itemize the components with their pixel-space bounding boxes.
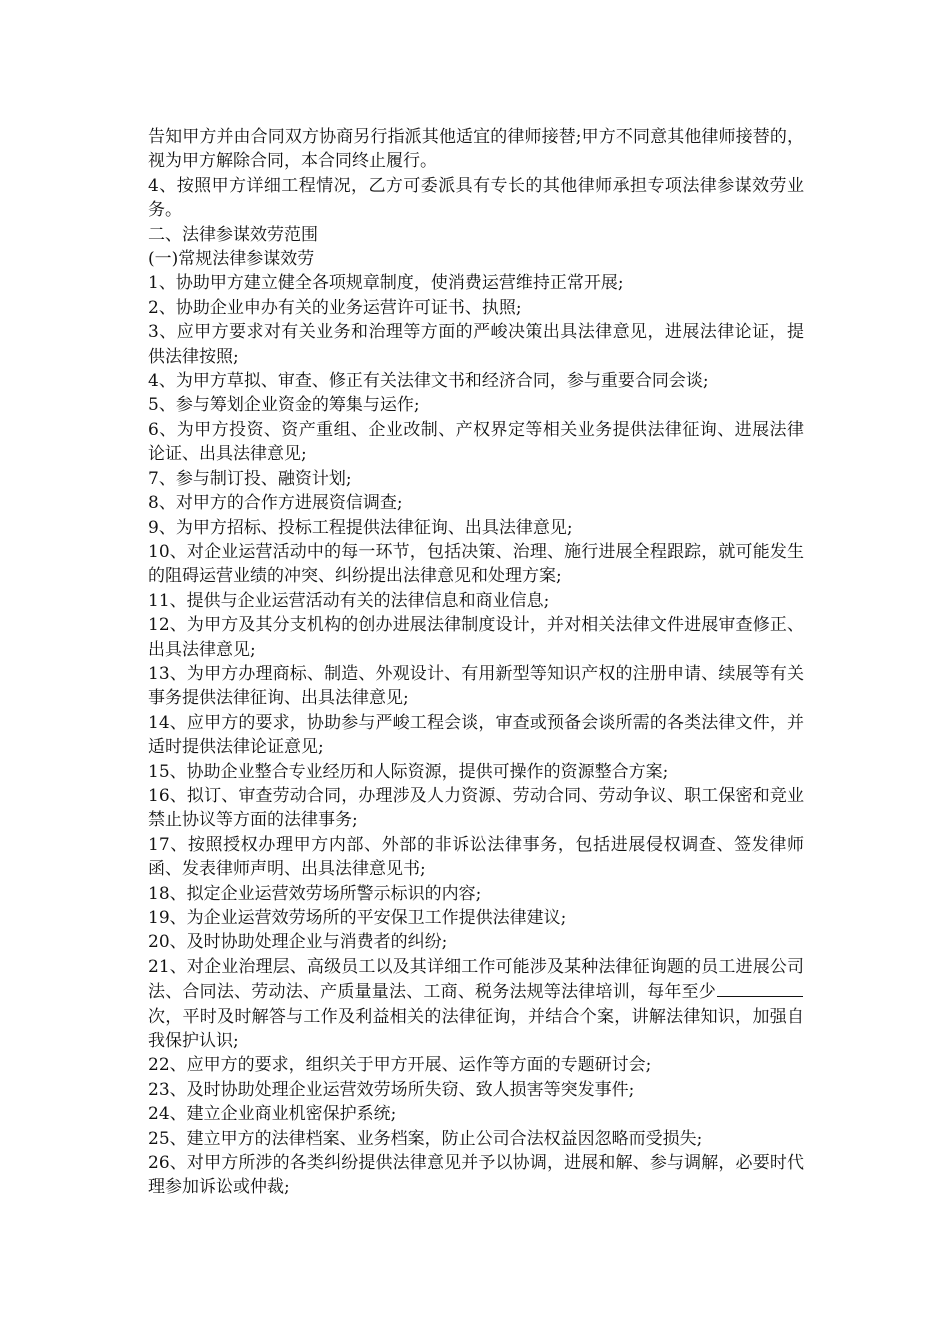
list-item-18: 18、拟定企业运营效劳场所警示标识的内容; (148, 883, 482, 904)
list-item-11: 11、提供与企业运营活动有关的法律信息和商业信息; (148, 590, 550, 611)
list-item-6: 6、为甲方投资、资产重组、企业改制、产权界定等相关业务提供法律征询、进展法律论证、出具法律意见; (148, 419, 804, 465)
list-item-22: 22、应甲方的要求，组织关于甲方开展、运作等方面的专题研讨会; (148, 1055, 652, 1076)
paragraph-item-4: 4、按照甲方详细工程情况，乙方可委派具有专长的其他律师承担专项法律参谋效劳业务。 (148, 175, 804, 221)
document-body (148, 125, 804, 1200)
list-item-13: 13、为甲方办理商标、制造、外观设计、有用新型等知识产权的注册申请、续展等有关事务提供法律征询、出具法律意见; (148, 663, 804, 709)
list-item-19: 19、为企业运营效劳场所的平安保卫工作提供法律建议; (148, 908, 567, 928)
fill-in-blank-field (717, 979, 803, 997)
list-item-12: 12、为甲方及其分支机构的创办进展法律制度设计，并对相关法律文件进展审查修正、出具法律意见; (148, 615, 804, 660)
list-item-8: 8、对甲方的合作方进展资信调查; (148, 493, 403, 514)
list-item-17: 17、按照授权办理甲方内部、外部的非诉讼法律事务，包括进展侵权调查、签发律师函、发表律师声明、出具法律意见书; (148, 834, 804, 880)
paragraph-continuation: 告知甲方并由合同双方协商另行指派其他适宜的律师接替;甲方不同意其他律师接替的，视为甲方解除合同，本合同终止履行。 (148, 127, 804, 172)
section-heading-scope: 二、法律参谋效劳范围 (148, 224, 318, 245)
list-item-21 (148, 955, 804, 1054)
list-item-1: 1、协助甲方建立健全各项规章制度，使消费运营维持正常开展; (148, 273, 624, 294)
list-item-26: 26、对甲方所涉的各类纠纷提供法律意见并予以协调，进展和解、参与调解，必要时代理参加诉讼或仲裁; (148, 1153, 804, 1198)
list-item-16: 16、拟订、审查劳动合同，办理涉及人力资源、劳动合同、劳动争议、职工保密和竞业禁止协议等方面的法律事务; (148, 785, 804, 831)
list-item-21-text-before: 21、对企业治理层、高级员工以及其详细工作可能涉及某种法律征询题的员工进展公司法、合同法、劳动法、产质量量法、工商、税务法规等法律培训，每年至少 (148, 956, 804, 1003)
list-item-4: 4、为甲方草拟、审查、修正有关法律文书和经济合同，参与重要合同会谈; (148, 371, 709, 392)
list-item-9: 9、为甲方招标、投标工程提供法律征询、出具法律意见; (148, 517, 573, 538)
list-item-2: 2、协助企业申办有关的业务运营许可证书、执照; (148, 297, 522, 318)
list-item-21-text-after: 次，平时及时解答与工作及利益相关的法律征询，并结合个案，讲解法律知识，加强自我保护认识; (148, 1006, 804, 1052)
list-item-10: 10、对企业运营活动中的每一环节，包括决策、治理、施行进展全程跟踪，就可能发生的阻碍运营业绩的冲突、纠纷提出法律意见和处理方案; (148, 541, 804, 587)
subsection-heading-regular: (一)常规法律参谋效劳 (148, 249, 315, 270)
list-item-24: 24、建立企业商业机密保护系统; (148, 1104, 397, 1125)
list-item-14: 14、应甲方的要求，协助参与严峻工程会谈，审查或预备会谈所需的各类法律文件，并适时提供法律论证意见; (148, 712, 804, 758)
list-item-15: 15、协助企业整合专业经历和人际资源，提供可操作的资源整合方案; (148, 761, 669, 782)
list-item-20: 20、及时协助处理企业与消费者的纠纷; (148, 932, 448, 953)
list-item-23: 23、及时协助处理企业运营效劳场所失窃、致人损害等突发事件; (148, 1079, 635, 1100)
list-item-25: 25、建立甲方的法律档案、业务档案，防止公司合法权益因忽略而受损失; (148, 1128, 703, 1149)
list-item-7: 7、参与制订投、融资计划; (148, 468, 352, 489)
list-item-3: 3、应甲方要求对有关业务和治理等方面的严峻决策出具法律意见，进展法律论证，提供法律按照; (148, 322, 804, 367)
list-item-5: 5、参与筹划企业资金的筹集与运作; (148, 395, 420, 416)
